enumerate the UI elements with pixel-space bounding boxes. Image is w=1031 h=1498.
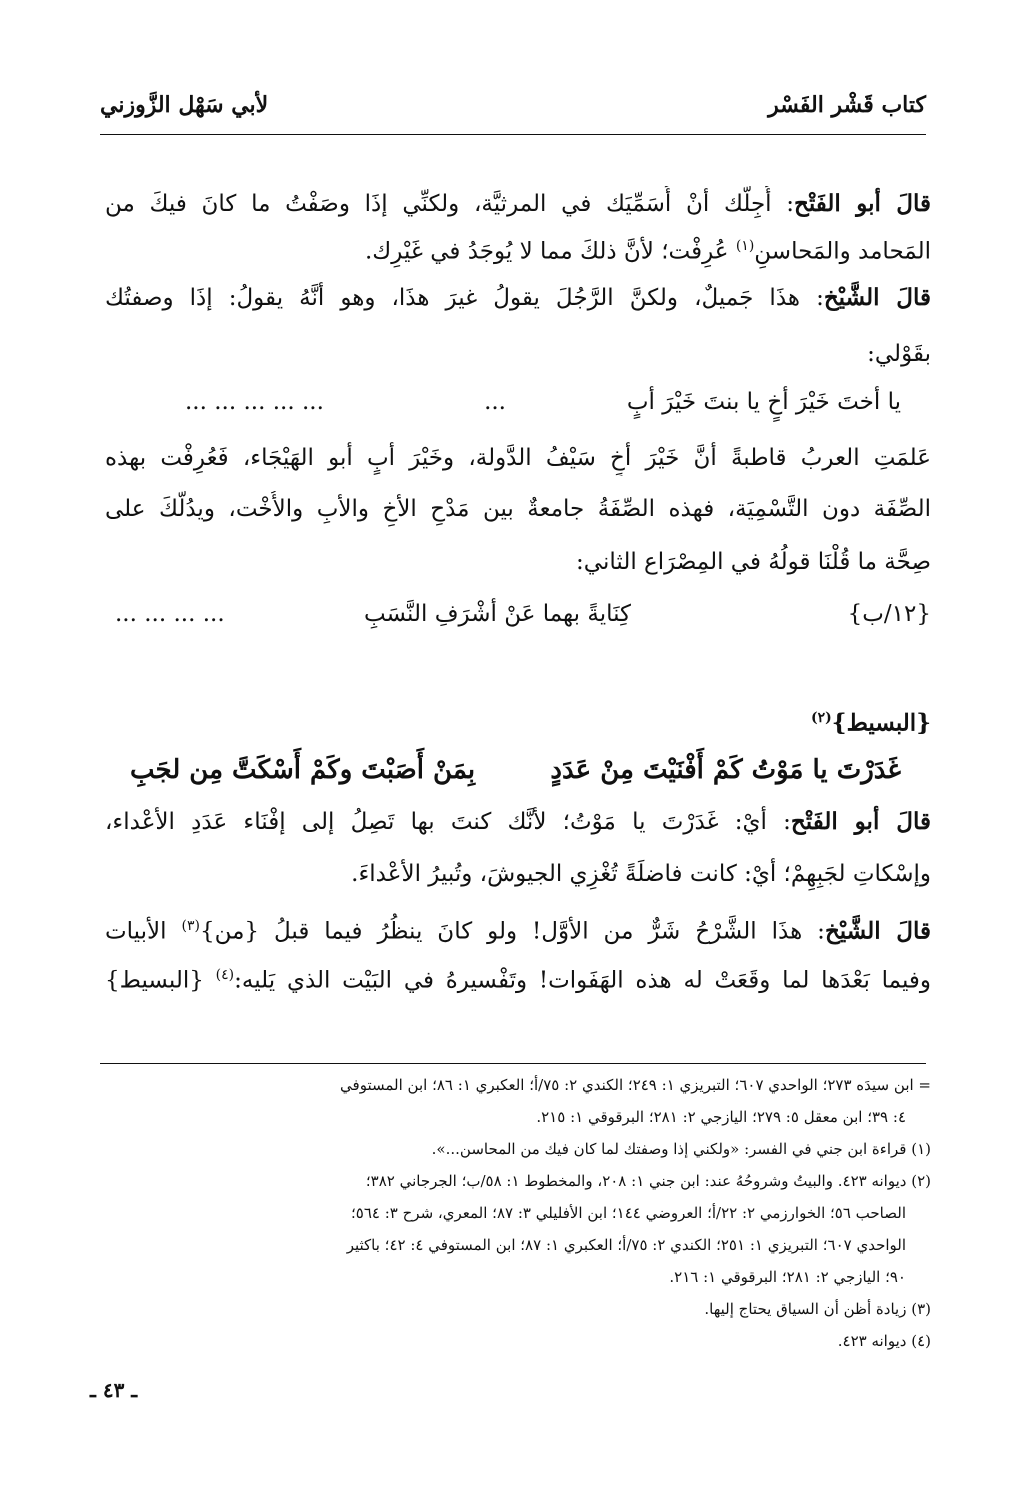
footnote-continuation-line1: = ابن سيدَه ٢٧٣؛ الواحدي ٦٠٧؛ التبريزي ١: ٢٤٩؛ الكندي ٢: ٧٥/أ؛ العكبري ١: ٨٦؛ ابن المستوفي — [340, 1076, 931, 1094]
p2-line1 — [105, 280, 931, 316]
footnote-2-line3: الواحدي ٦٠٧؛ التبريزي ١: ٢٥١؛ الكندي ٢: ٧٥/أ؛ العكبري ١: ٨٧؛ ابن المستوفي ٤: ٤٢؛ باكثير — [346, 1236, 906, 1254]
text: : أيْ: غَدَرْتَ يا مَوْتُ؛ لأنَّك كنتَ بها تَصِلُ إلى إفْنَاء عَدَدِ الأعْداء، — [105, 809, 791, 835]
speaker-label: قالَ الشَّيْخ — [824, 917, 931, 945]
p4-line2: وإسْكاتِ لجَبِهِمْ؛ أيْ: كانت فاضلَةً تُغْزِي الجيوشَ، وتُبيرُ الأعْداءَ. — [351, 861, 931, 887]
text: عُرِفْت؛ لأنَّ ذلكَ مما لا يُوجَدُ في غَيْرِك. — [364, 238, 736, 265]
book-title: كتاب قَشْر الفَسْر — [768, 92, 926, 118]
p3-line3: صِحَّة ما قُلْنَا قولُهُ في المِصْرَاع الثاني: — [576, 549, 931, 575]
footnote-ref: (١) — [735, 238, 755, 254]
footnote-rule — [100, 1063, 926, 1064]
footnote-ref: (٢) — [811, 710, 832, 726]
header-rule — [100, 134, 926, 135]
speaker-label: قالَ أبو الفَتْح — [794, 190, 931, 217]
footnote-4: (٤) ديوانه ٤٢٣. — [837, 1332, 931, 1350]
p4-line1 — [105, 804, 931, 840]
p1-line2 — [105, 228, 931, 270]
speaker-label: قالَ الشَّيْخ — [823, 284, 931, 311]
p5-line2 — [105, 957, 931, 999]
footnote-2-line4: ٩٠؛ اليازجي ٢: ٢٨١؛ البرقوقي ١: ٢١٦. — [669, 1268, 906, 1286]
footnote-1: (١) قراءة ابن جني في الفسر: «ولكني إذا وصفتك لما كان فيك من المحاسن...». — [431, 1140, 931, 1158]
footnote-continuation-line2: ٤: ٣٩؛ ابن معقل ٥: ٢٧٩؛ اليازجي ٢: ٢٨١؛ البرقوقي ١: ٢١٥. — [536, 1108, 906, 1126]
text: {البسيط} — [105, 967, 216, 994]
footnote-2-line1: (٢) ديوانه ٤٢٣. والبيتُ وشروحُهُ عند: ابن جني ١: ٢٠٨، والمخطوط ١: ٥٨/ب؛ الجرجاني ٣٨٢؛ — [365, 1172, 931, 1190]
text: : أُجِلُّك أنْ أُسَمِّيَك في المرثيَّة، ولكنِّي إذَا وصَفْتُ ما كانَ فيكَ من — [105, 191, 794, 217]
p2-line2: بقَوْلي: — [867, 341, 931, 367]
author-name: لأبي سَهْل الزَّوزني — [100, 92, 269, 118]
text: الأبيات — [105, 918, 182, 945]
p3-line2: الصِّفَة دون التَّسْمِيَة، فهذه الصِّفَةُ جامعةٌ بين مَدْحِ الأخِ والأبِ والأُخْت، ويدُلُّكَ على — [105, 496, 931, 522]
text: {البسيط} — [831, 709, 931, 737]
verse3-hemistich2: بِمَنْ أَصَبْتَ وكَمْ أَسْكَتَّ مِن لجَبِ — [130, 755, 476, 785]
p3-line1: عَلمَتِ العربُ قاطبةً أنَّ خَيْرَ أخٍ سَيْفُ الدَّولة، وخَيْرَ أبٍ أبو الهَيْجَاء، فَعُرِفْت بهذه — [105, 445, 931, 471]
p1-line1 — [105, 186, 931, 222]
footnote-2-line2: الصاحب ٥٦؛ الخوارزمي ٢: ٢٢/أ؛ العروضي ١٤٤؛ ابن الأفليلي ٣: ٨٧؛ المعري، شرح ٣: ٥٦٤؛ — [351, 1204, 906, 1222]
meter-heading — [105, 700, 931, 742]
text: وفيما بَعْدَها لما وقَعَتْ له هذه الهَفَوات! وتَفْسيرهُ في البَيْت الذي يَليه: — [234, 967, 931, 994]
speaker-label: قالَ أبو الفَتْح — [790, 808, 931, 835]
text: : هذَا الشَّرْحُ شَرٌّ من الأوَّل! ولو كانَ ينظُرُ فيما قبلُ {من} — [199, 918, 825, 945]
footnote-ref: (٣) — [181, 918, 200, 934]
verse2-dots: ... ... ... ... — [115, 601, 225, 627]
footnote-ref: (٤) — [215, 967, 235, 983]
verse1-dots-left: ... ... ... ... ... — [185, 389, 324, 415]
footnote-3: (٣) زيادة أظن أن السياق يحتاج إليها. — [704, 1300, 931, 1318]
verse3-hemistich1: غَدَرْتَ يا مَوْتُ كَمْ أَفْنَيْتَ مِنْ عَدَدٍ — [550, 755, 901, 785]
verse1-hemistich1: يا أختَ خَيْرَ أخٍ يا بنتَ خَيْرَ أبٍ — [626, 389, 901, 415]
verse2-hemistich2: كِنَايةً بهما عَنْ أشْرَفِ النَّسَبِ — [363, 601, 631, 627]
running-header — [100, 92, 926, 132]
text: المَحامد والمَحاسنِ — [754, 238, 931, 265]
verse1-dots-right: ... — [484, 389, 506, 415]
text: : هذَا جَميلٌ، ولكنَّ الرَّجُلَ يقولُ غيرَ هذَا، وهو أنَّهُ يقولُ: إذَا وصفتُك — [105, 285, 824, 311]
page-number: ـ ٤٣ ـ — [90, 1378, 138, 1402]
p5-line1 — [105, 908, 931, 950]
folio-marker: {١٢/ب} — [847, 601, 931, 627]
